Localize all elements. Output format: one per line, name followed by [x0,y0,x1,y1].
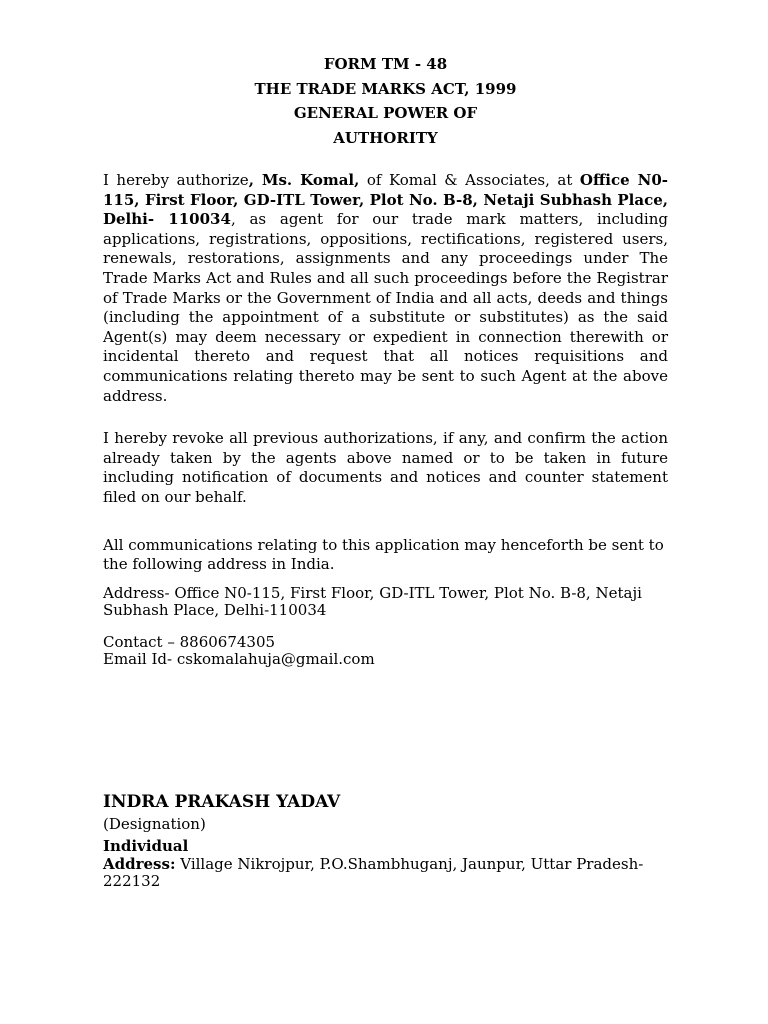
signatory-block [103,791,683,890]
service-address: Address- Office N0-115, First Floor, GD-ITL Tower, Plot No. B-8, Netaji Subhash Place, Delhi-110034 [103,583,642,619]
contact-email: Email Id- cskomalahuja@gmail.com [103,649,375,668]
document-title-line2: AUTHORITY [333,128,438,147]
signatory-type: Individual [103,837,189,855]
auth-text-1: I hereby authorize [103,171,249,189]
agent-office-address: Office N0-115, First Floor, GD-ITL Tower, Plot No. B-8, Netaji Subhash Place, Delhi- 110034 [103,171,668,229]
signatory-designation: (Designation) [103,815,206,833]
revocation-paragraph: I hereby revoke all previous authorizations, if any, and confirm the action already taken by the agents above named or to be taken in future including notification of documents and notices and counter statement filed on our behalf. [103,429,668,506]
contact-phone: Contact – 8860674305 [103,632,276,651]
contact-block [103,634,668,668]
signatory-name: INDRA PRAKASH YADAV [103,792,341,812]
signatory-address-label: Address: [103,855,176,873]
act-title: THE TRADE MARKS ACT, 1999 [254,79,517,98]
auth-text-3: , as agent for our trade mark matters, including applications, registrations, oppositions, rectifications, registered users, renewals, restorations, assignments and any proceedings under The Trade Marks Act and Rules and all such proceedings before the Registrar of Trade Marks or the Government of India and all acts, deeds and things (including the appointment of a substitute or substitutes) as the said Agent(s) may deem necessary or expedient in connection therewith or incidental thereto and request that all notices requisitions and communications relating thereto may be sent to such Agent at the above address. [103,210,668,405]
signatory-address [103,856,683,890]
agent-name: , Ms. Komal, [248,171,360,189]
auth-text-2: of Komal & Associates, at [359,171,580,189]
document-body [103,52,668,668]
form-number: FORM TM - 48 [323,55,448,73]
authorization-paragraph [103,171,668,406]
communications-paragraph: All communications relating to this application may henceforth be sent to the following address in India. [103,535,664,574]
document-title-line1: GENERAL POWER OF [293,104,478,122]
form-header [103,52,668,150]
signatory-address-value: Village Nikrojpur, P.O.Shambhuganj, Jaunpur, Uttar Pradesh-222132 [103,855,644,890]
